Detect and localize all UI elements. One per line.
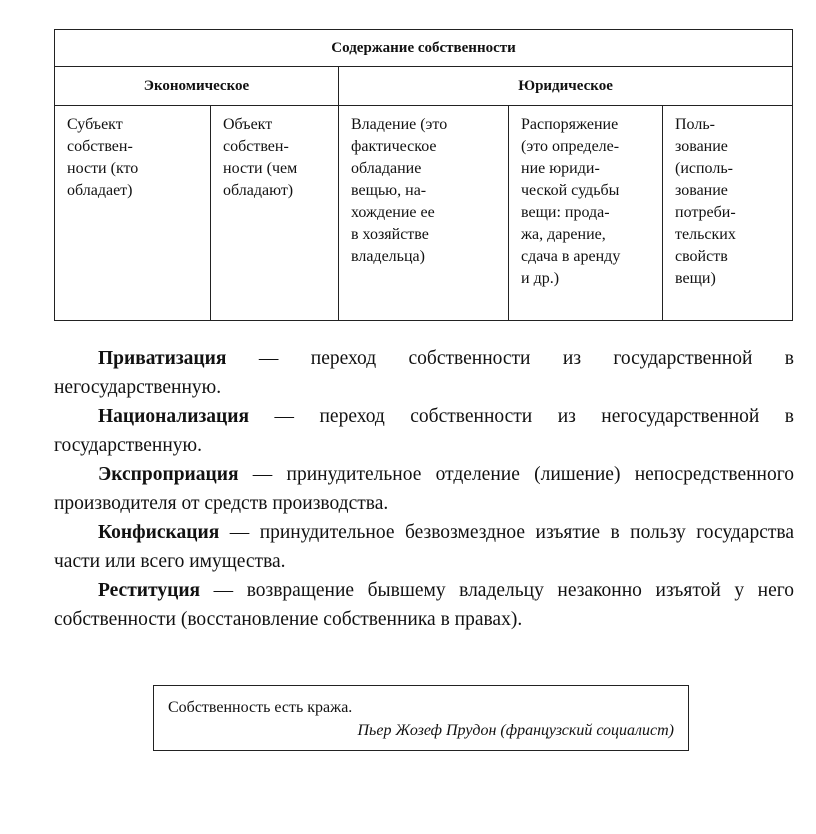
definition-nationalization [54, 402, 794, 460]
definition-text: — переход собственности из государственной в негосударственную. [54, 348, 794, 398]
definition-term: Конфискация [98, 522, 220, 543]
legal-header: Юридическое [339, 67, 793, 106]
table-cell-object: Объект собствен- ности (чем обладают) [211, 106, 339, 321]
definition-restitution [54, 576, 794, 634]
definition-term: Экспроприация [98, 464, 239, 485]
definition-confiscation [54, 518, 794, 576]
definition-text: — переход собственности из негосударственной в государственную. [54, 406, 794, 456]
table-cell-possession: Владение (это фактическое обладание вещью, на- хождение ее в хозяйстве владельца) [339, 106, 509, 321]
economic-header: Экономическое [55, 67, 339, 106]
definition-privatization [54, 344, 794, 402]
definition-text: — возвращение бывшему владельцу незаконно изъятой у него собственности (восстановление собственника в правах). [54, 580, 794, 630]
definition-text: — принудительное отделение (лишение) непосредственного производителя от средств производства. [54, 464, 794, 514]
definition-term: Национализация [98, 406, 250, 427]
definition-term: Реституция [98, 580, 201, 601]
quote-text: Собственность есть кража. [168, 699, 353, 716]
property-content-table [54, 29, 793, 321]
definition-text: — принудительное безвозмездное изъятие в пользу государства части или всего имущества. [54, 522, 794, 572]
quote-box [153, 685, 689, 751]
table-cell-disposal: Распоряжение (это определе- ние юриди- ческой судьбы вещи: прода- жа, дарение, сдача в аренду и др.) [509, 106, 663, 321]
definition-expropriation [54, 460, 794, 518]
table-cell-subject: Субъект собствен- ности (кто обладает) [55, 106, 211, 321]
table-title: Содержание собственности [55, 30, 793, 67]
table-cell-use: Поль- зование (исполь- зование потреби- тельских свойств вещи) [663, 106, 793, 321]
quote-author: Пьер Жозеф Прудон (французский социалист) [357, 722, 674, 739]
definition-term: Приватизация [98, 348, 227, 369]
